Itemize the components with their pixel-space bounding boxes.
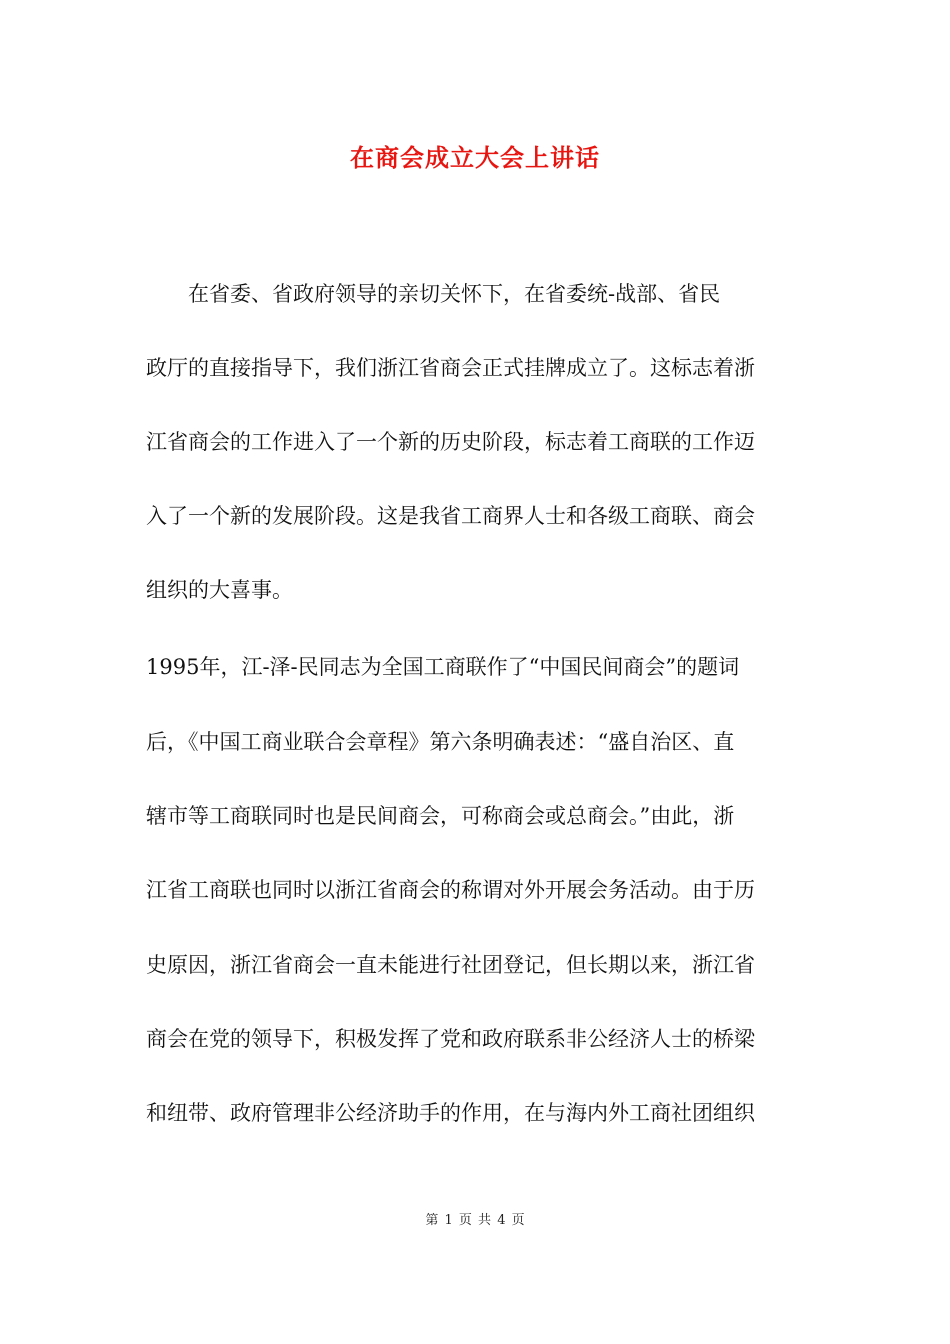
body-line: 商会在党的领导下，积极发挥了党和政府联系非公经济人士的桥梁: [146, 1027, 755, 1051]
body-line: 江省商会的工作进入了一个新的历史阶段，标志着工商联的工作迈: [146, 430, 755, 454]
body-line: 江省工商联也同时以浙江省商会的称谓对外开展会务活动。由于历: [146, 878, 755, 902]
body-line: 辖市等工商联同时也是民间商会，可称商会或总商会。”由此，浙: [146, 804, 735, 828]
body-line: 和纽带、政府管理非公经济助手的作用，在与海内外工商社团组织: [146, 1101, 755, 1125]
body-line: 在省委、省政府领导的亲切关怀下，在省委统-战部、省民: [146, 282, 721, 306]
body-line: 后，《中国工商业联合会章程》第六条明确表述：“盛自治区、直: [146, 730, 735, 754]
body-line: 1995年，江-泽-民同志为全国工商联作了“中国民间商会”的题词: [146, 655, 740, 679]
body-line: 史原因，浙江省商会一直未能进行社团登记，但长期以来，浙江省: [146, 953, 755, 977]
page-title: 在商会成立大会上讲话: [350, 143, 600, 172]
body-line: 组织的大喜事。: [146, 578, 293, 602]
body-line: 政厅的直接指导下，我们浙江省商会正式挂牌成立了。这标志着浙: [146, 356, 755, 380]
body-line: 入了一个新的发展阶段。这是我省工商界人士和各级工商联、商会: [146, 504, 755, 528]
page-number-footer: 第 1 页 共 4 页: [425, 1213, 525, 1228]
